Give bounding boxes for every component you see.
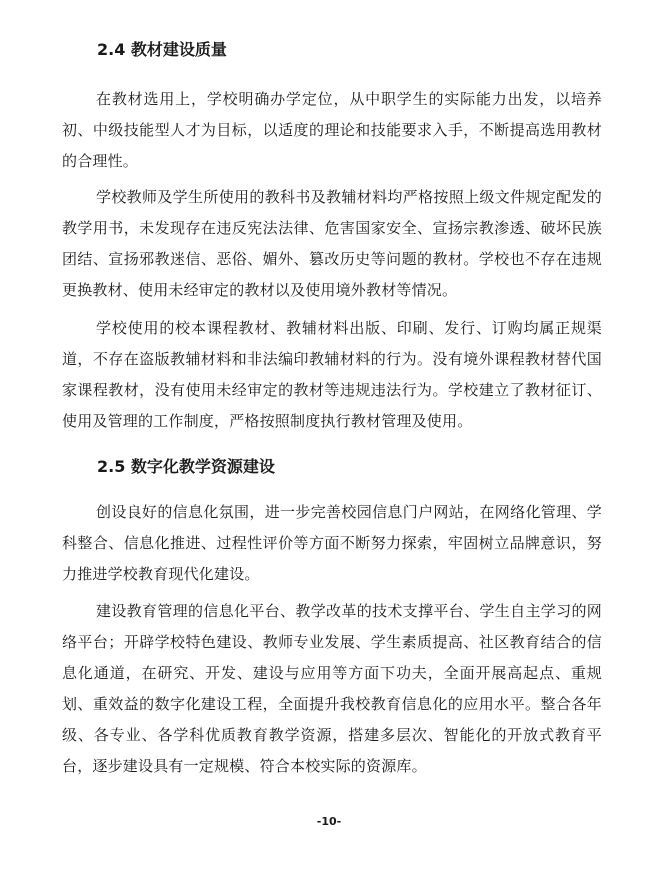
paragraph-digital-platform: 建设教育管理的信息化平台、教学改革的技术支撑平台、学生自主学习的网络平台；开辟学校特色建设、教师专业发展、学生素质提高、社区教育结合的信息化通道，在研究、开发、建设与应用等方面下功夫，全面开展高起点、重规划、重效益的数字化建设工程，全面提升我校教育信息化的应用水平。整合各年级、各专业、各学科优质教育教学资源，搭建多层次、智能化的开放式教育平台，逐步建设具有一定规模、符合本校实际的资源库。 bbox=[62, 602, 602, 775]
page-number: -10- bbox=[316, 815, 342, 828]
paragraph-textbook-selection: 在教材选用上，学校明确办学定位，从中职学生的实际能力出发，以培养初、中级技能型人才为目标，以适度的理论和技能要求入手，不断提高选用教材的合理性。 bbox=[62, 90, 602, 170]
paragraph-information-atmosphere: 创设良好的信息化氛围，进一步完善校园信息门户网站，在网络化管理、学科整合、信息化推进、过程性评价等方面不断努力探索，牢固树立品牌意识，努力推进学校教育现代化建设。 bbox=[62, 503, 602, 583]
paragraph-textbook-channels: 学校使用的校本课程教材、教辅材料出版、印刷、发行、订购均属正规渠道，不存在盗版教辅材料和非法编印教辅材料的行为。没有境外课程教材替代国家课程教材，没有使用未经审定的教材等违规违法行为。学校建立了教材征订、使用及管理的工作制度，严格按照制度执行教材管理及使用。 bbox=[62, 319, 602, 430]
section-heading-2-5: 2.5 数字化教学资源建设 bbox=[97, 457, 275, 476]
section-heading-2-4: 2.4 教材建设质量 bbox=[97, 40, 227, 59]
paragraph-textbook-compliance: 学校教师及学生所使用的教科书及教辅材料均严格按照上级文件规定配发的教学用书，未发现存在违反宪法法律、危害国家安全、宣扬宗教渗透、破坏民族团结、宣扬邪教迷信、恶俗、媚外、篡改历史等问题的教材。学校也不存在违规更换教材、使用未经审定的教材以及使用境外教材等情况。 bbox=[62, 188, 602, 299]
